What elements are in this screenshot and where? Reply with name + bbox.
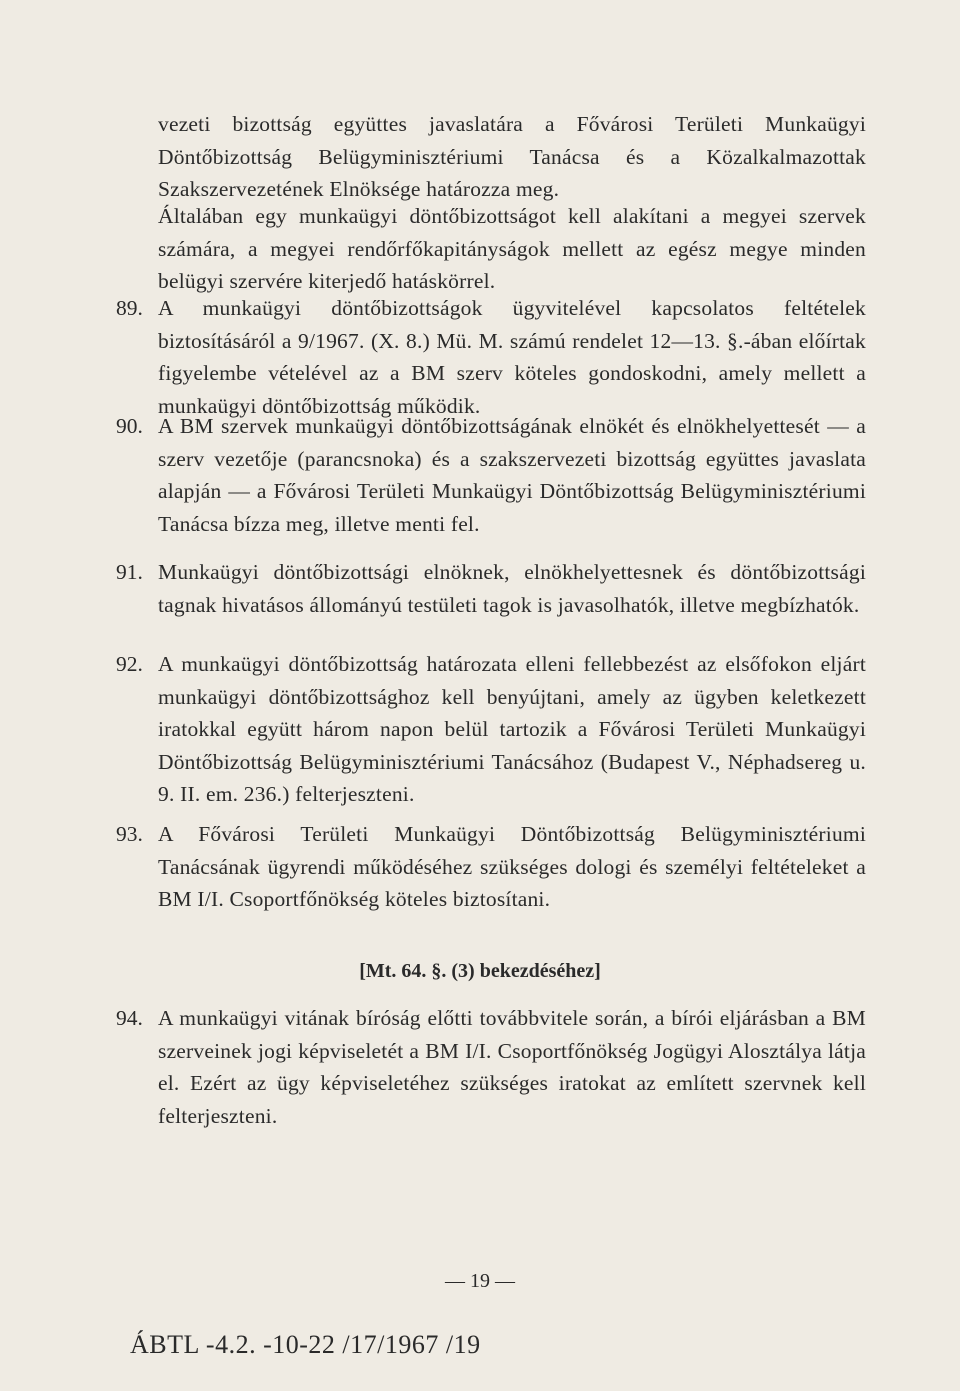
paragraph-92: A munkaügyi döntőbizottság határozata elleni fellebbezést az elsőfokon eljárt munkaügyi döntőbizottsághoz kell benyújtani, amely az ügyben keletkezett iratokkal együtt három napon belül tartozik a Fővárosi Területi Munkaügyi Döntőbizottság Belügyminisztériumi Tanácsához (Budapest V., Néphadsereg u. 9. II. em. 236.) felterjeszteni. <box>158 652 866 806</box>
archive-reference: ÁBTL -4.2. -10-22 /17/1967 /19 <box>130 1330 481 1359</box>
paragraph-94: A munkaügyi vitának bíróság előtti továbbvitele során, a bírói eljárásban a BM szerveinek jogi képviseletét a BM I/I. Csoportfőnökség Jogügyi Alosztálya látja el. Ezért az ügy képviseletéhez szükséges iratokat az említett szervnek kell felterjeszteni. <box>158 1006 866 1128</box>
paragraph-number-92: 92. <box>116 652 143 676</box>
paragraph-continuation: vezeti bizottság együttes javaslatára a Fővárosi Területi Munkaügyi Döntőbizottság Belügyminisztériumi Tanácsa és a Közalkalmazottak Szakszervezetének Elnöksége határozza meg. <box>158 112 866 201</box>
section-heading: [Mt. 64. §. (3) bekezdéséhez] <box>359 960 601 982</box>
paragraph-number-91: 91. <box>116 560 143 584</box>
paragraph-93: A Fővárosi Területi Munkaügyi Döntőbizottság Belügyminisztériumi Tanácsának ügyrendi működéséhez szükséges dologi és személyi feltételeket a BM I/I. Csoportfőnökség köteles biztosítani. <box>158 822 866 911</box>
paragraph-89: A munkaügyi döntőbizottságok ügyvitelével kapcsolatos feltételek biztosításáról a 9/1967. (X. 8.) Mü. M. számú rendelet 12—13. §.-ában előírtak figyelembe vételével az a BM szerv köteles gondoskodni, amely mellett a munkaügyi döntőbizottság működik. <box>158 296 866 418</box>
paragraph-number-89: 89. <box>116 296 143 320</box>
page-number: — 19 — <box>445 1270 515 1292</box>
paragraph-number-93: 93. <box>116 822 143 846</box>
paragraph-general: Általában egy munkaügyi döntőbizottságot kell alakítani a megyei szervek számára, a megyei rendőrfőkapitányságok mellett az egész megye minden belügyi szervére kiterjedő hatáskörrel. <box>158 204 866 293</box>
paragraph-number-94: 94. <box>116 1006 143 1030</box>
paragraph-number-90: 90. <box>116 414 143 438</box>
paragraph-91: Munkaügyi döntőbizottsági elnöknek, elnökhelyettesnek és döntőbizottsági tagnak hivatásos állományú testületi tagok is javasolhatók, illetve megbízhatók. <box>158 560 866 617</box>
paragraph-90: A BM szervek munkaügyi döntőbizottságának elnökét és elnökhelyettesét — a szerv vezetője (parancsnoka) és a szakszervezeti bizottság együttes javaslata alapján — a Fővárosi Területi Munkaügyi Döntőbizottság Belügyminisztériumi Tanácsa bízza meg, illetve menti fel. <box>158 414 866 536</box>
